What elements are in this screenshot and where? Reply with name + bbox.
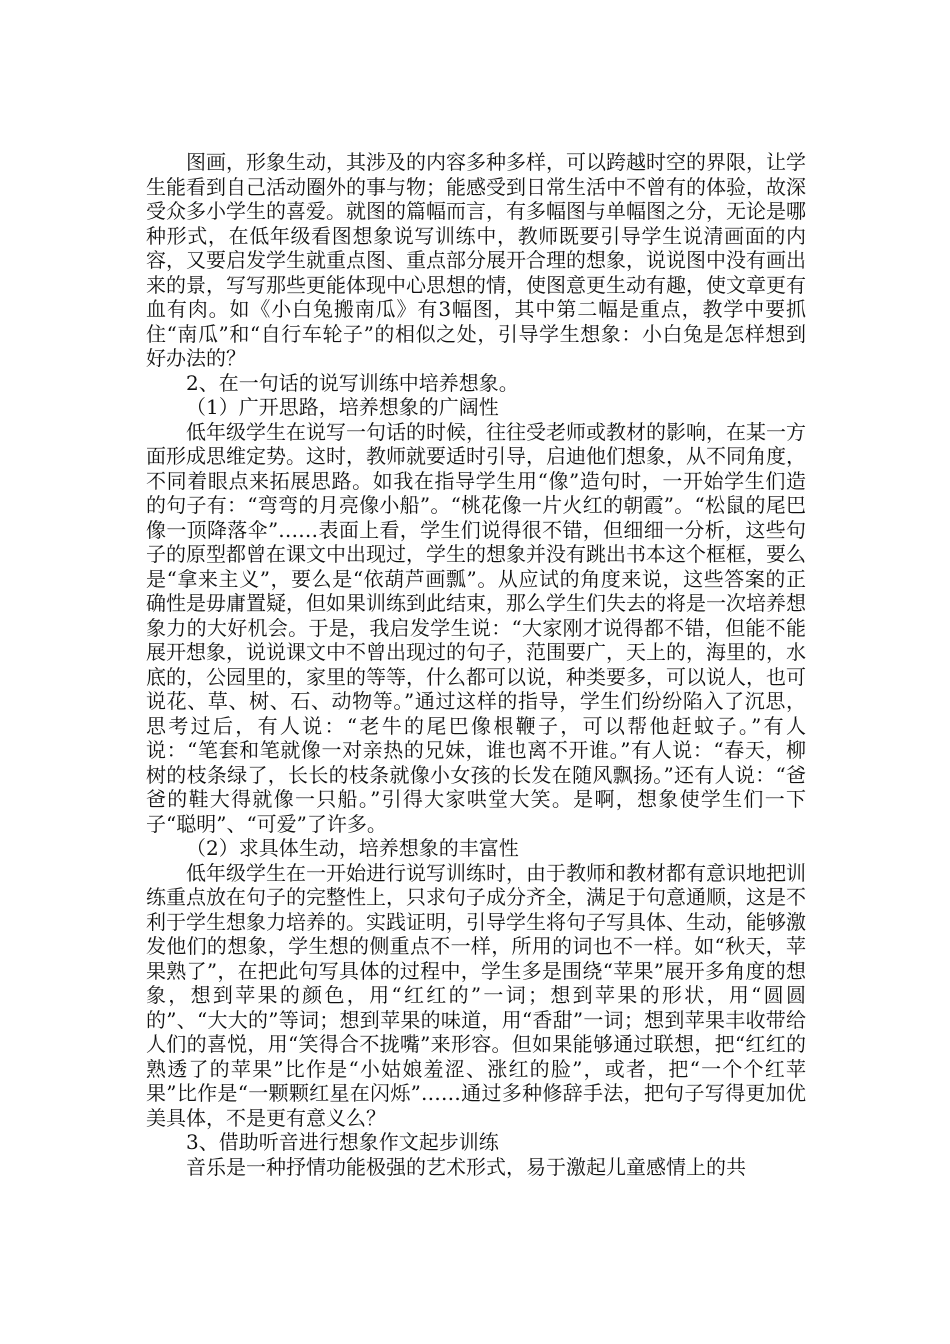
subheading-concrete-vivid: （2）求具体生动，培养想象的丰富性: [186, 836, 519, 860]
section-heading-music-training: 3、借助听音进行想象作文起步训练: [186, 1130, 499, 1154]
document-body: [146, 150, 806, 1179]
section-heading-sentence-training: 2、在一句话的说写训练中培养想象。: [186, 370, 519, 395]
paragraph-picture-imagination: 图画，形象生动，其涉及的内容多种多样，可以跨越时空的界限，让学生能看到自己活动圈外的事与物；能感受到日常生活中不曾有的体验，故深受众多小学生的喜爱。就图的篇幅而言，有多幅图与单幅图之分，无论是哪种形式，在低年级看图想象说写训练中，教师既要引导学生说清画面的内容，又要启发学生就重点图、重点部分展开合理的想象，说说图中没有画出来的景，写写那些更能体现中心思想的情，使图意更生动有趣，使文章更有血有肉。如《小白兔搬南瓜》有3幅图，其中第二幅是重点，教学中要抓住“南瓜”和“自行车轮子”的相似之处，引导学生想象：小白兔是怎样想到好办法的？: [146, 150, 806, 370]
paragraph-concrete-vivid: 低年级学生在一开始进行说写训练时，由于教师和教材都有意识地把训练重点放在句子的完整性上，只求句子成分齐全，满足于句意通顺，这是不利于学生想象力培养的。实践证明，引导学生将句子写具体、生动，能够激发他们的想象，学生想的侧重点不一样，所用的词也不一样。如“秋天，苹果熟了”，在把此句写具体的过程中，学生多是围绕“苹果”展开多角度的想象，想到苹果的颜色，用“红红的”一词；想到苹果的形状，用“圆圆的”、“大大的”等词；想到苹果的味道，用“香甜”一词；想到苹果丰收带给人们的喜悦，用“笑得合不拢嘴”来形容。但如果能够通过联想，把“红红的熟透了的苹果”比作是“小姑娘羞涩、涨红的脸”，或者，把“一个个红苹果”比作是“一颗颗红星在闪烁”……通过多种修辞手法，把句子写得更加优美具体，不是更有意义么？: [146, 860, 806, 1130]
paragraph-music: 音乐是一种抒情功能极强的艺术形式，易于激起儿童感情上的共: [186, 1154, 746, 1179]
subheading-broaden-thinking: （1）广开思路，培养想象的广阔性: [186, 395, 499, 419]
paragraph-broaden-thinking: 低年级学生在说写一句话的时候，往往受老师或教材的影响，在某一方面形成思维定势。这时，教师就要适时引导，启迪他们想象，从不同角度，不同着眼点来拓展思路。如我在指导学生用“像”造句时，一开始学生们造的句子有：“弯弯的月亮像小船”。“桃花像一片火红的朝霞”。“松鼠的尾巴像一顶降落伞”……表面上看，学生们说得很不错，但细细一分析，这些句子的原型都曾在课文中出现过，学生的想象并没有跳出书本这个框框，要么是“拿来主义”，要么是“依葫芦画瓢”。从应试的角度来说，这些答案的正确性是毋庸置疑，但如果训练到此结束，那么学生们失去的将是一次培养想象力的大好机会。于是，我启发学生说：“大家刚才说得都不错，但能不能展开想象，说说课文中不曾出现过的句子，范围要广，天上的，海里的，水底的，公园里的，家里的等等，什么都可以说，种类要多，可以说人，也可说花、草、树、石、动物等。”通过这样的指导，学生们纷纷陷入了沉思，思考过后，有人说：“老牛的尾巴像根鞭子，可以帮他赶蚊子。”有人说：“笔套和笔就像一对亲热的兄妹，谁也离不开谁。”有人说：“春天，柳树的枝条绿了，长长的枝条就像小女孩的长发在随风飘扬。”还有人说：“爸爸的鞋大得就像一只船。”引得大家哄堂大笑。是啊，想象使学生们一下子“聪明”、“可爱”了许多。: [146, 419, 806, 836]
